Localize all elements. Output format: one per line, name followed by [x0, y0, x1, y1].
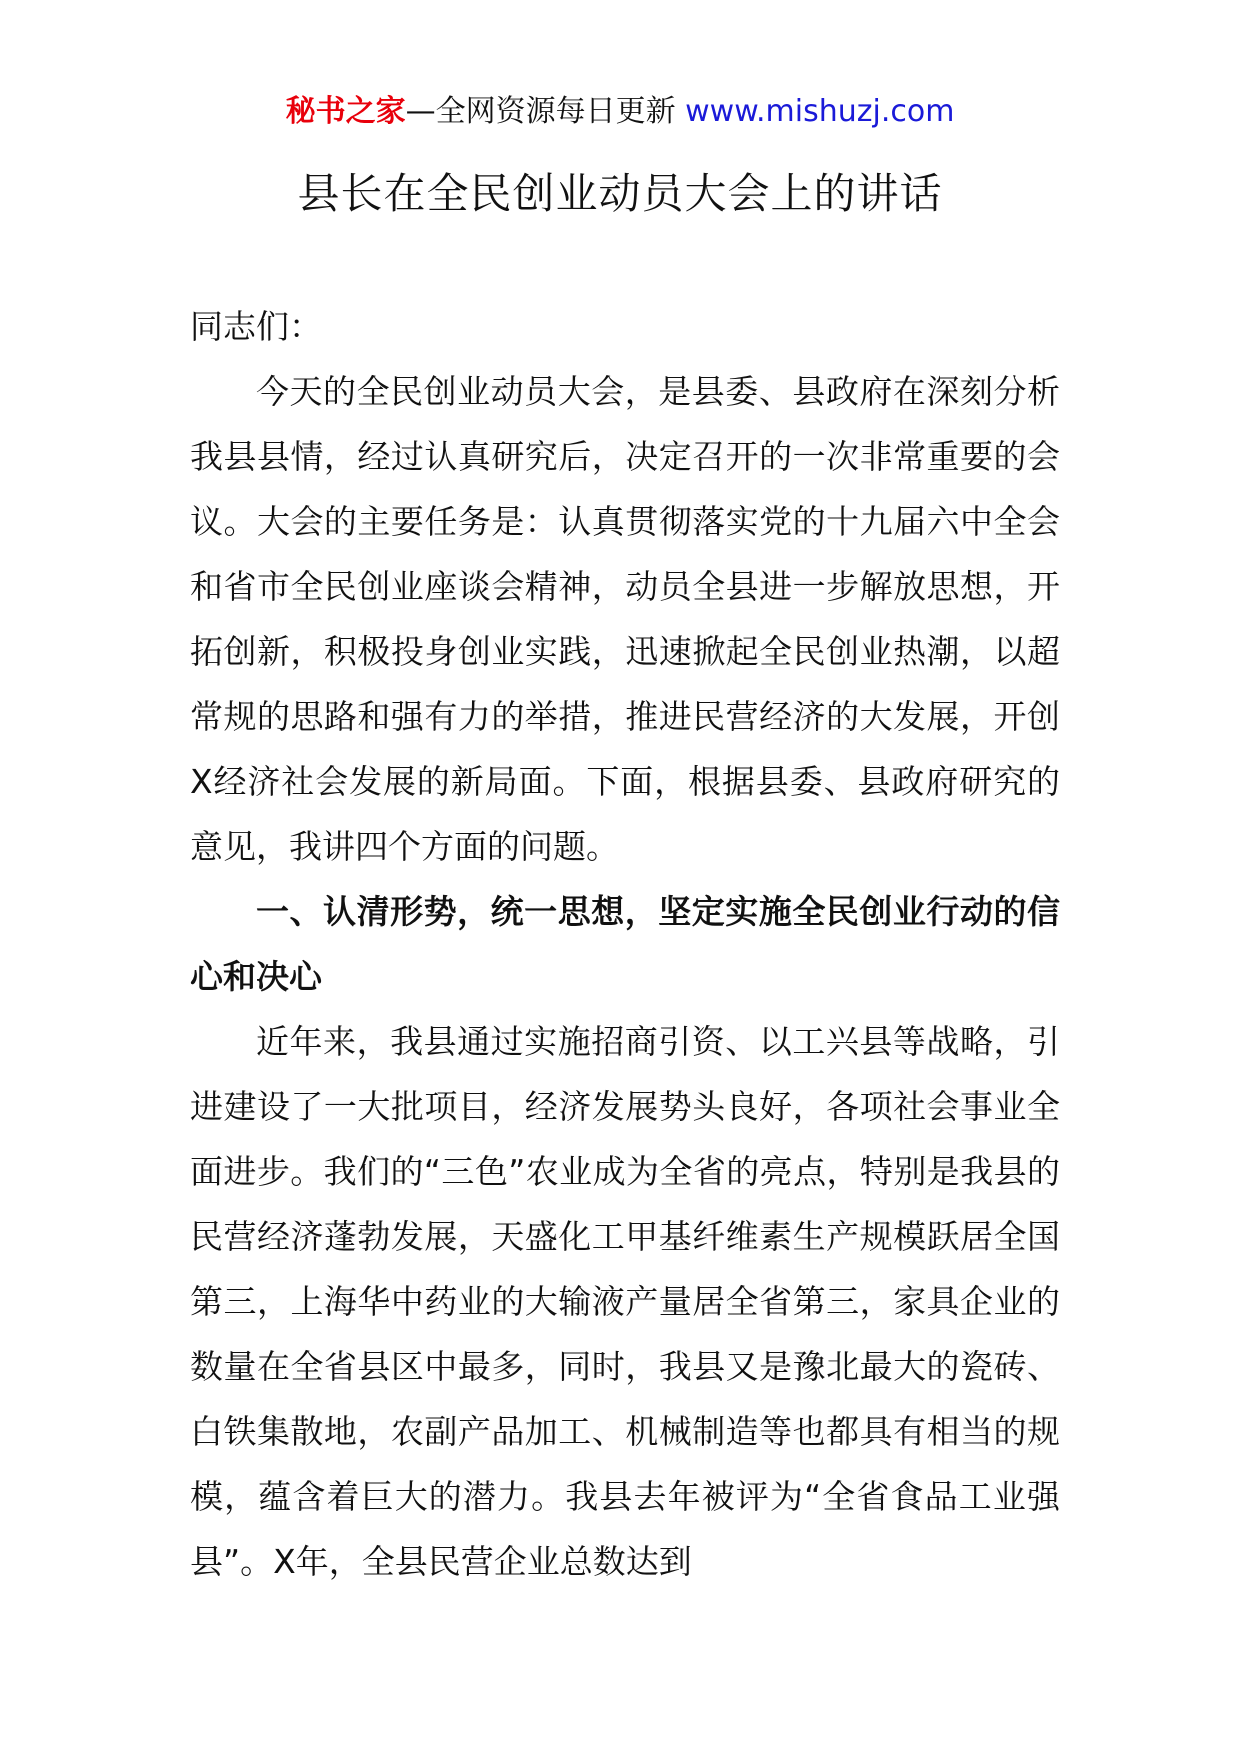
brand-name: 秘书之家: [285, 94, 406, 129]
site-url[interactable]: www.mishuzj.com: [685, 94, 955, 129]
site-banner: [0, 92, 1240, 132]
paragraph-body: 近年来，我县通过实施招商引资、以工兴县等战略，引进建设了一大批项目，经济发展势头良好，各项社会事业全面进步。我们的“三色”农业成为全省的亮点，特别是我县的民营经济蓬勃发展，天盛化工甲基纤维素生产规模跃居全国第三，上海华中药业的大输液产量居全省第三，家具企业的数量在全省县区中最多，同时，我县又是豫北最大的瓷砖、白铁集散地，农副产品加工、机械制造等也都具有相当的规模，蕴含着巨大的潜力。我县去年被评为“全省食品工业强县”。X年，全县民营企业总数达到: [190, 1022, 1060, 1581]
section-heading: 一、认清形势，统一思想，坚定实施全民创业行动的信心和决心: [190, 892, 1060, 996]
document-body: [190, 294, 1060, 1594]
banner-tagline: —全网资源每日更新: [405, 94, 686, 129]
paragraph-intro: 今天的全民创业动员大会，是县委、县政府在深刻分析我县县情，经过认真研究后，决定召开的一次非常重要的会议。大会的主要任务是：认真贯彻落实党的十九届六中全会和省市全民创业座谈会精神，动员全县进一步解放思想，开拓创新，积极投身创业实践，迅速掀起全民创业热潮，以超常规的思路和强有力的举措，推进民营经济的大发展，开创X经济社会发展的新局面。下面，根据县委、县政府研究的意见，我讲四个方面的问题。: [190, 372, 1060, 866]
salutation: 同志们：: [190, 307, 322, 346]
document-title: 县长在全民创业动员大会上的讲话: [297, 169, 943, 218]
